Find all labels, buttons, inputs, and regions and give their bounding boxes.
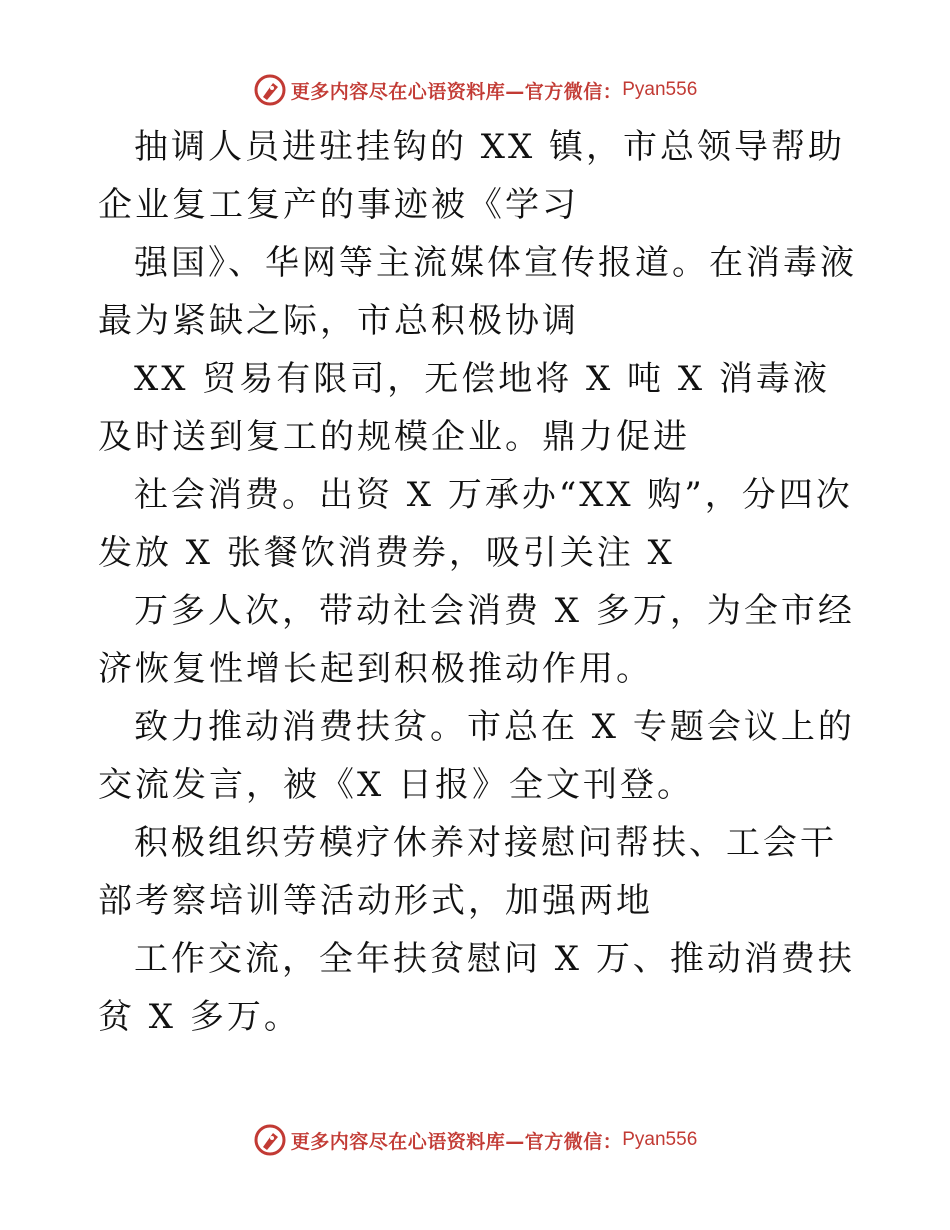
paragraph: 工作交流，全年扶贫慰问 X 万、推动消费扶贫 X 多万。 [98, 939, 855, 1037]
watermark-text: 更多内容尽在心语资料库—官方微信： [290, 1130, 623, 1153]
paragraph: 抽调人员进驻挂钩的 XX 镇，市总领导帮助企业复工复产的事迹被《学习 [98, 127, 846, 225]
watermark-wechat-id: Pyan556 [622, 79, 698, 100]
paragraph: 致力推动消费扶贫。市总在 X 专题会议上的交流发言，被《X 日报》全文刊登。 [98, 707, 855, 805]
paragraph: 强国》、华网等主流媒体宣传报道。在消毒液最为紧缺之际，市总积极协调 [98, 243, 857, 341]
watermark-wechat-id: Pyan556 [622, 1129, 698, 1150]
paragraph: 社会消费。出资 X 万承办“XX 购”，分四次发放 X 张餐饮消费券，吸引关注 X [98, 475, 853, 573]
paragraph: 积极组织劳模疗休养对接慰问帮扶、工会干部考察培训等活动形式，加强两地 [98, 823, 837, 921]
document-body [98, 118, 858, 1046]
pen-nib-logo-icon [253, 1123, 287, 1157]
paragraph: XX 贸易有限司，无偿地将 X 吨 X 消毒液及时送到复工的规模企业。鼎力促进 [98, 359, 830, 457]
pen-nib-logo-icon [253, 73, 287, 107]
header-watermark [0, 70, 950, 110]
paragraph: 万多人次，带动社会消费 X 多万，为全市经济恢复性增长起到积极推动作用。 [98, 591, 855, 689]
footer-watermark [0, 1120, 950, 1160]
watermark-text: 更多内容尽在心语资料库—官方微信： [290, 80, 623, 103]
